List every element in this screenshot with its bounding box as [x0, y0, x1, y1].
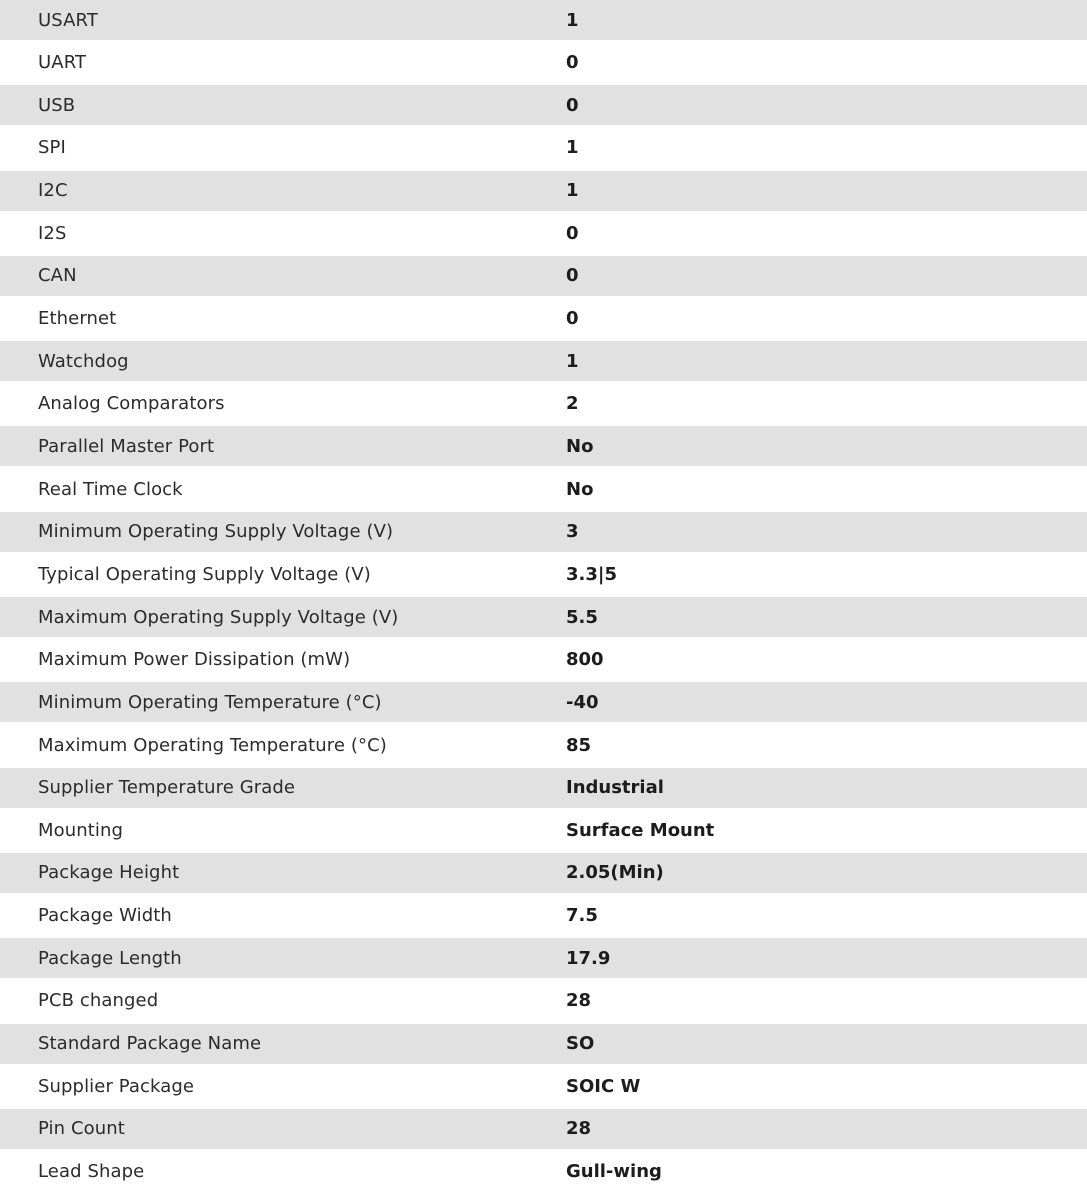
spec-label: I2S [38, 222, 67, 244]
spec-value: No [566, 435, 594, 457]
spec-label: Supplier Package [38, 1075, 195, 1097]
spec-value: -40 [566, 691, 599, 713]
spec-value: Industrial [566, 777, 664, 799]
spec-label: CAN [38, 265, 77, 287]
spec-value: 3.3|5 [566, 563, 617, 585]
spec-label: Maximum Operating Supply Voltage (V) [38, 606, 399, 628]
spec-value: 2 [566, 393, 579, 415]
spec-value: 17.9 [566, 947, 611, 969]
spec-row [0, 211, 1087, 256]
spec-label: SPI [38, 137, 66, 159]
spec-label: Pin Count [38, 1118, 125, 1140]
spec-value: 1 [566, 137, 579, 159]
spec-value: 1 [566, 9, 579, 31]
spec-label: Supplier Temperature Grade [38, 777, 296, 799]
spec-value: 0 [566, 52, 579, 74]
spec-label: Maximum Power Dissipation (mW) [38, 649, 351, 671]
spec-row [0, 978, 1087, 1023]
spec-label: PCB changed [38, 990, 159, 1012]
spec-row [0, 597, 1087, 637]
spec-value: 1 [566, 350, 579, 372]
spec-label: Minimum Operating Supply Voltage (V) [38, 521, 394, 543]
spec-label: Analog Comparators [38, 393, 225, 415]
spec-value: 28 [566, 990, 592, 1012]
spec-row [0, 381, 1087, 426]
spec-label: Ethernet [38, 308, 117, 330]
spec-value: 0 [566, 265, 579, 287]
spec-value: Gull-wing [566, 1161, 662, 1182]
spec-row [0, 256, 1087, 296]
spec-row [0, 637, 1087, 682]
spec-value: 2.05(Min) [566, 862, 664, 884]
spec-label: Package Length [38, 947, 182, 969]
spec-row [0, 938, 1087, 978]
spec-label: Minimum Operating Temperature (°C) [38, 691, 382, 713]
spec-row [0, 40, 1087, 85]
spec-row [0, 552, 1087, 597]
spec-label: USART [38, 9, 98, 31]
spec-value: 28 [566, 1118, 592, 1140]
spec-value: 7.5 [566, 905, 598, 927]
spec-label: Typical Operating Supply Voltage (V) [38, 563, 371, 585]
spec-row [0, 512, 1087, 552]
spec-label: Standard Package Name [38, 1033, 262, 1055]
spec-row [0, 341, 1087, 381]
spec-row [0, 1064, 1087, 1109]
spec-label: UART [38, 52, 87, 74]
spec-row [0, 296, 1087, 341]
spec-row [0, 125, 1087, 170]
spec-row [0, 722, 1087, 767]
spec-label: I2C [38, 180, 68, 202]
spec-label: Mounting [38, 819, 124, 841]
spec-label: USB [38, 94, 76, 116]
spec-value: No [566, 478, 594, 500]
spec-row [0, 1109, 1087, 1149]
spec-value: SO [566, 1033, 595, 1055]
spec-value: 1 [566, 180, 579, 202]
spec-label: Lead Shape [38, 1161, 145, 1182]
spec-value: 3 [566, 521, 579, 543]
spec-value: 0 [566, 308, 579, 330]
spec-label: Watchdog [38, 350, 129, 372]
spec-row [0, 85, 1087, 125]
spec-row [0, 1149, 1087, 1194]
spec-row [0, 171, 1087, 211]
spec-value: Surface Mount [566, 819, 715, 841]
spec-label: Package Height [38, 862, 180, 884]
spec-value: 85 [566, 734, 592, 756]
spec-value: 0 [566, 222, 579, 244]
spec-row [0, 466, 1087, 511]
spec-row [0, 682, 1087, 722]
spec-label: Parallel Master Port [38, 435, 215, 457]
spec-row [0, 853, 1087, 893]
spec-row [0, 426, 1087, 466]
spec-label: Real Time Clock [38, 478, 183, 500]
spec-value: 5.5 [566, 606, 598, 628]
spec-row [0, 808, 1087, 853]
spec-value: SOIC W [566, 1075, 641, 1097]
spec-row [0, 768, 1087, 808]
spec-value: 0 [566, 94, 579, 116]
spec-value: 800 [566, 649, 604, 671]
spec-row [0, 1024, 1087, 1064]
spec-row [0, 0, 1087, 40]
spec-label: Package Width [38, 905, 172, 927]
spec-label: Maximum Operating Temperature (°C) [38, 734, 387, 756]
spec-row [0, 893, 1087, 938]
